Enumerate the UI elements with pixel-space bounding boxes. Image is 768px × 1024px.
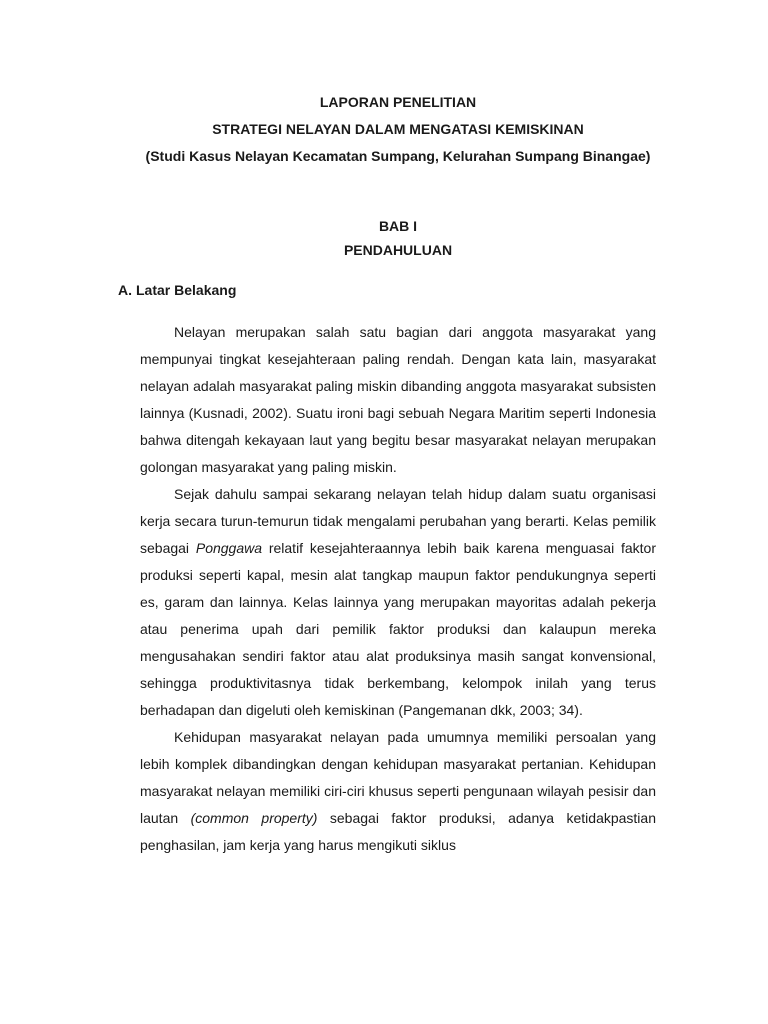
- chapter-name: PENDAHULUAN: [343, 242, 453, 258]
- paragraph-2: [140, 481, 656, 724]
- paragraph-2-part-1: Sejak dahulu sampai sekarang nelayan telah hidup dalam suatu organisasi kerja secara turun-temurun tidak mengalami perubahan yang berarti. Kelas pemilik sebagai: [140, 486, 656, 556]
- report-title: STRATEGI NELAYAN DALAM MENGATASI KEMISKINAN: [212, 121, 584, 137]
- body-text: [140, 319, 656, 859]
- report-label: LAPORAN PENELITIAN: [319, 94, 477, 110]
- paragraph-3-part-1: Kehidupan masyarakat nelayan pada umumnya memiliki persoalan yang lebih komplek dibandingkan dengan kehidupan masyarakat pertanian. Kehidupan masyarakat nelayan memiliki ciri-ciri khusus seperti pengunaan wilayah pesisir dan lautan: [140, 729, 656, 826]
- section-title: Latar Belakang: [136, 282, 237, 298]
- section-heading: [118, 281, 236, 299]
- paragraph-2-italic-term: Ponggawa: [195, 540, 263, 556]
- paragraph-3: [140, 724, 656, 859]
- paragraph-3-part-2: sebagai faktor produksi, adanya ketidakpastian penghasilan, jam kerja yang harus mengikuti siklus: [140, 810, 656, 853]
- paragraph-1: Nelayan merupakan salah satu bagian dari anggota masyarakat yang mempunyai tingkat kesejahteraan paling rendah. Dengan kata lain, masyarakat nelayan adalah masyarakat paling miskin dibanding anggota masyarakat subsisten lainnya (Kusnadi, 2002). Suatu ironi bagi sebuah Negara Maritim seperti Indonesia bahwa ditengah kekayaan laut yang begitu besar masyarakat nelayan merupakan golongan masyarakat yang paling miskin.: [140, 324, 656, 475]
- paragraph-2-part-2: relatif kesejahteraannya lebih baik karena menguasai faktor produksi seperti kapal, mesin alat tangkap maupun faktor pendukungnya seperti es, garam dan lainnya. Kelas lainnya yang merupakan mayoritas adalah pekerja atau penerima upah dari pemilik faktor produksi dan kalaupun mereka mengusahakan sendiri faktor atau alat produksinya masih sangat konvensional, sehingga produktivitasnya tidak berkembang, kelompok inilah yang terus berhadapan dan digeluti oleh kemiskinan (Pangemanan dkk, 2003; 34).: [140, 540, 656, 718]
- section-letter: A.: [118, 282, 132, 298]
- report-subtitle: (Studi Kasus Nelayan Kecamatan Sumpang, Kelurahan Sumpang Binangae): [145, 148, 651, 164]
- paragraph-3-italic-term: (common property): [190, 810, 318, 826]
- chapter-number: BAB I: [378, 218, 418, 234]
